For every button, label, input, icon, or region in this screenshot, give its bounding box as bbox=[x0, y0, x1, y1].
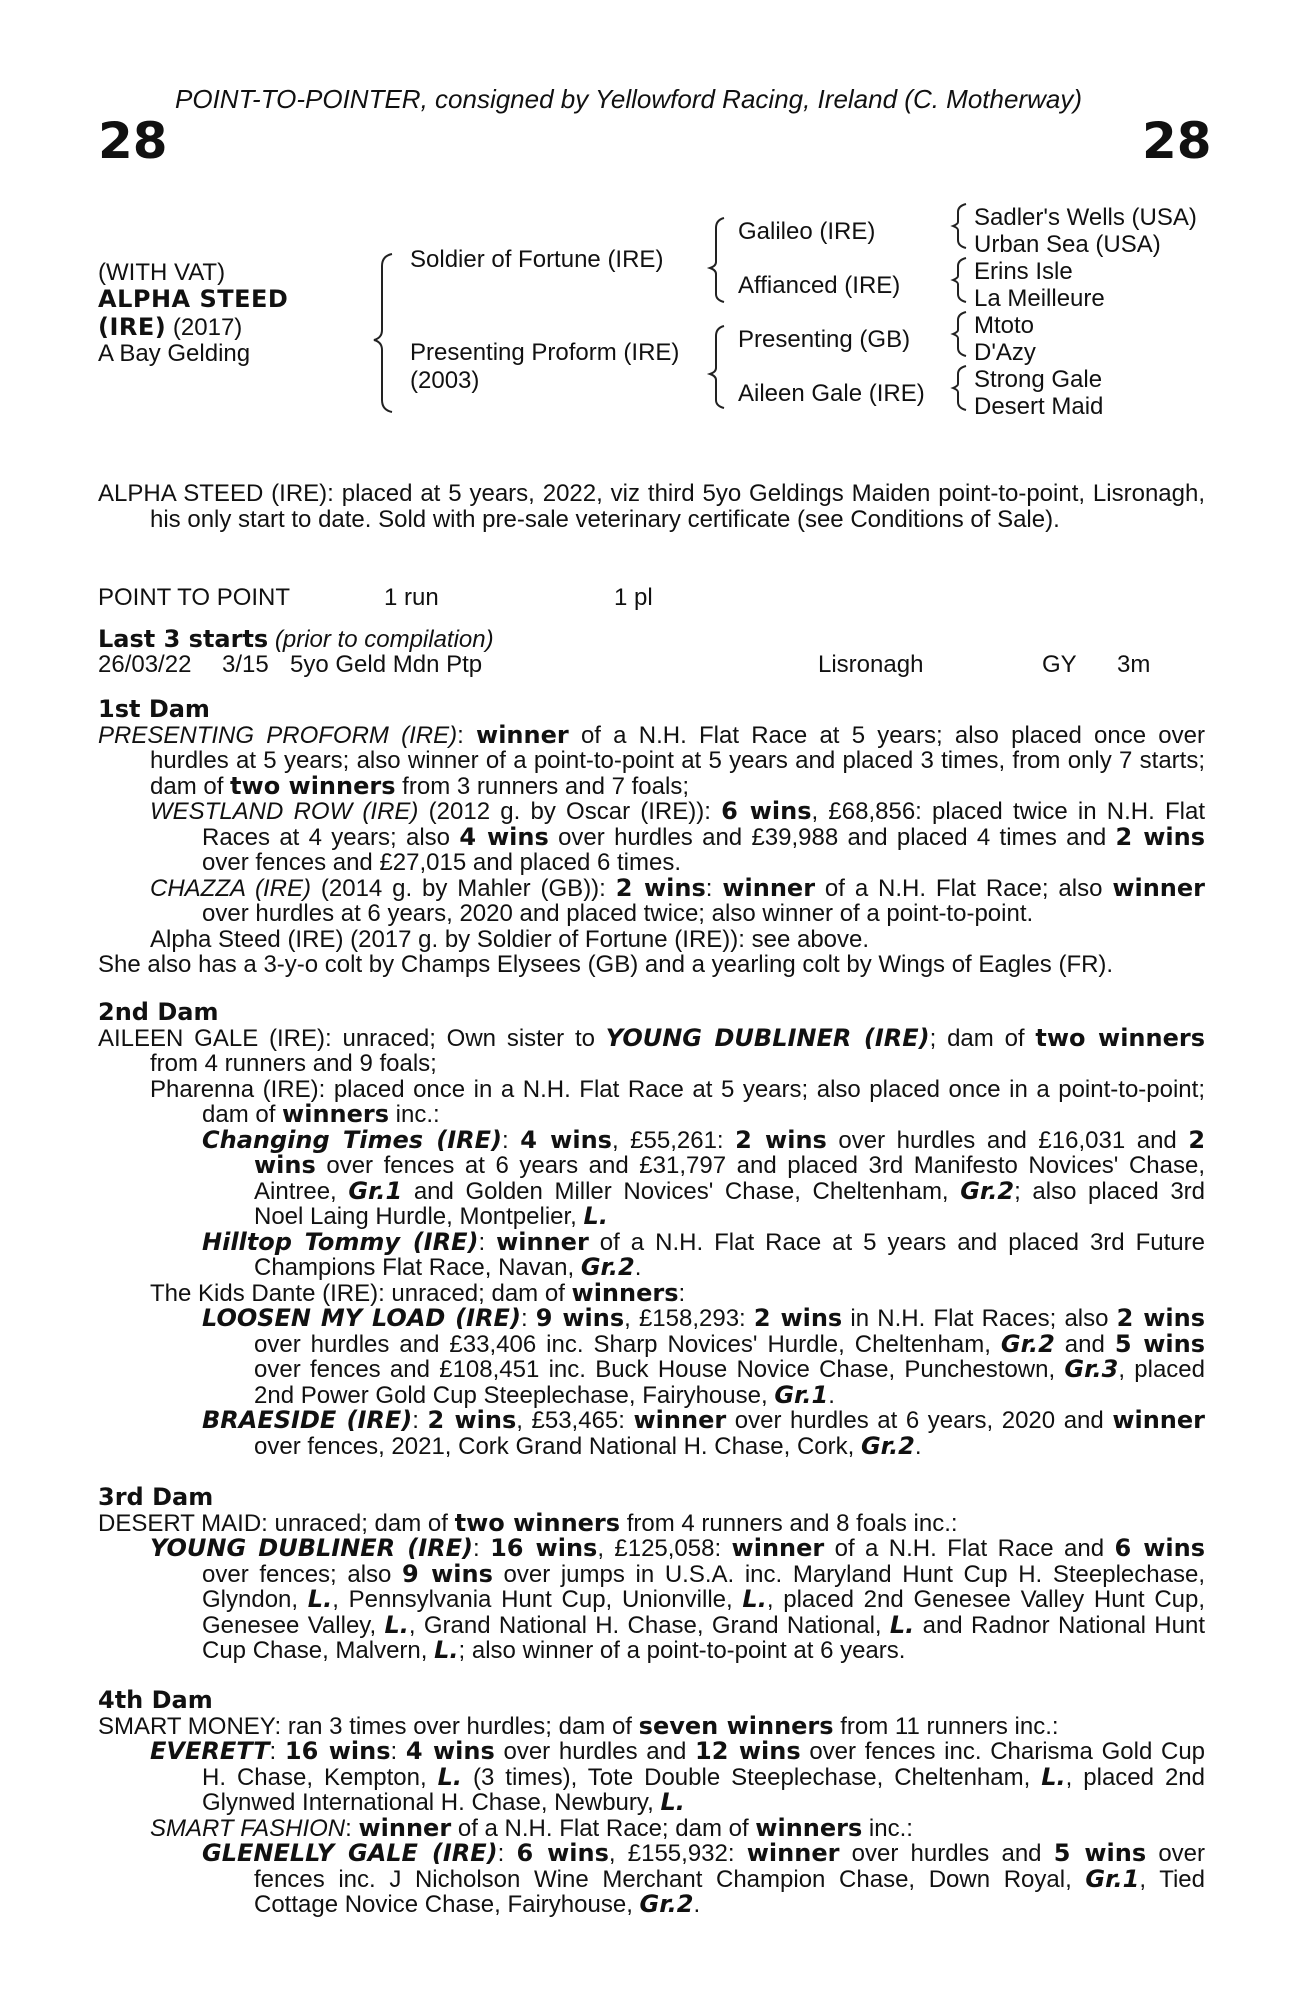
produce-westland-row: WESTLAND ROW (IRE) (2012 g. by Oscar (IRE)): 6 wins, £68,856: placed twice in N.H. Flat Races at 4 years; also 4 wins over hurdles and £39,988 and placed 4 times and 2 wins over fences and £27,015 and placed 6 times. bbox=[150, 797, 1206, 876]
lot-number-left: 28 bbox=[98, 112, 168, 170]
last-start-position: 3/15 bbox=[222, 651, 269, 678]
horse-description: A Bay Gelding bbox=[98, 340, 251, 367]
first-dam-section bbox=[98, 697, 1205, 978]
produce-hilltop-tommy: Hilltop Tommy (IRE): winner of a N.H. Flat Race at 5 years and placed 3rd Future Champions Flat Race, Navan, Gr.2. bbox=[202, 1227, 1205, 1281]
last-start-date: 26/03/22 bbox=[98, 651, 192, 678]
fourth-dam-text: SMART MONEY: ran 3 times over hurdles; dam of seven winners from 11 runners inc.: bbox=[98, 1711, 1059, 1740]
brace-ss bbox=[953, 204, 966, 248]
brace-dam bbox=[710, 326, 724, 408]
pedigree-dam-dam: Aileen Gale (IRE) bbox=[738, 380, 925, 407]
record-placed: 1 pl bbox=[614, 584, 653, 611]
pedigree-dsd: D'Azy bbox=[974, 339, 1036, 366]
pedigree-sire: Soldier of Fortune (IRE) bbox=[410, 246, 664, 273]
horse-origin-year: (IRE) (2017) bbox=[98, 313, 243, 341]
vat-label: (WITH VAT) bbox=[98, 259, 226, 286]
fourth-dam-heading: 4th Dam bbox=[98, 1686, 213, 1714]
last-start-distance: 3m bbox=[1117, 651, 1151, 678]
brace-sd bbox=[953, 258, 966, 302]
produce-braeside: BRAESIDE (IRE): 2 wins, £53,465: winner over hurdles at 6 years, 2020 and winner over fences, 2021, Cork Grand National H. Chase, Cork, Gr.2. bbox=[202, 1406, 1205, 1460]
produce-young-dubliner: YOUNG DUBLINER (IRE): 16 wins, £125,058: winner of a N.H. Flat Race and 6 wins over fences; also 9 wins over jumps in U.S.A. inc. Maryland Hunt Cup H. Steeplechase, Glyndon, L., Pennsylvania Hunt Cup, Unionville, L., placed 2nd Genesee Valley Hunt Cup, Genesee Valley, L., Grand National H. Chase, Grand National, L. and Radnor National Hunt Cup Chase, Malvern, L.; also winner of a point-to-point at 6 years. bbox=[150, 1534, 1206, 1664]
brace-sire bbox=[710, 218, 724, 302]
pedigree-sdd: La Meilleure bbox=[974, 285, 1105, 312]
first-dam-text: PRESENTING PROFORM (IRE): winner of a N.H. Flat Race at 5 years; also placed once over hurdles at 5 years; also winner of a point-to-point at 5 years and placed 3 times, from only 7 starts; dam of two winners from 3 runners and 7 foals; bbox=[98, 720, 1205, 800]
brace-dd bbox=[953, 366, 966, 410]
produce-alpha-steed: Alpha Steed (IRE) (2017 g. by Soldier of Fortune (IRE)): see above. bbox=[150, 925, 870, 953]
produce-changing-times: Changing Times (IRE): 4 wins, £55,261: 2 wins over hurdles and £16,031 and 2 wins over fences at 6 years and £31,797 and placed 3rd Manifesto Novices' Chase, Aintree, Gr.1 and Golden Miller Novices' Chase, Cheltenham, Gr.2; also placed 3rd Noel Laing Hurdle, Montpelier, L. bbox=[202, 1125, 1206, 1230]
record-runs: 1 run bbox=[384, 584, 439, 611]
pedigree-sds: Erins Isle bbox=[974, 258, 1073, 285]
lot-number-right: 28 bbox=[1142, 112, 1212, 170]
consignment-line: POINT-TO-POINTER, consigned by Yellowford Racing, Ireland (C. Motherway) bbox=[175, 84, 1082, 114]
first-dam-heading: 1st Dam bbox=[98, 695, 210, 723]
last-start-race: 5yo Geld Mdn Ptp bbox=[290, 651, 483, 678]
third-dam-section bbox=[98, 1485, 1205, 1664]
produce-glenelly-gale: GLENELLY GALE (IRE): 6 wins, £155,932: winner over hurdles and 5 wins over fences inc. J Nicholson Wine Merchant Champion Chase, Down Royal, Gr.1, Tied Cottage Novice Chase, Fairyhouse, Gr.2. bbox=[202, 1839, 1206, 1918]
last-start-course: Lisronagh bbox=[818, 651, 924, 678]
pedigree-sss: Sadler's Wells (USA) bbox=[974, 204, 1197, 231]
second-dam-text: AILEEN GALE (IRE): unraced; Own sister to YOUNG DUBLINER (IRE); dam of two winners from 4 runners and 9 foals; bbox=[98, 1023, 1205, 1077]
pedigree-dam-year: (2003) bbox=[410, 367, 480, 394]
produce-pharenna: Pharenna (IRE): placed once in a N.H. Flat Race at 5 years; also placed once in a point-to-point; dam of winners inc.: bbox=[150, 1075, 1205, 1128]
pedigree-dam: Presenting Proform (IRE) bbox=[410, 339, 680, 366]
second-dam-section bbox=[98, 1000, 1205, 1459]
produce-other: She also has a 3-y-o colt by Champs Elysees (GB) and a yearling colt by Wings of Eagles (FR). bbox=[98, 951, 1114, 978]
third-dam-text: DESERT MAID: unraced; dam of two winners from 4 runners and 8 foals inc.: bbox=[98, 1508, 958, 1537]
brace-main bbox=[374, 254, 392, 412]
pedigree-dds: Strong Gale bbox=[974, 366, 1103, 393]
third-dam-heading: 3rd Dam bbox=[98, 1483, 214, 1511]
second-dam-heading: 2nd Dam bbox=[98, 998, 219, 1026]
produce-loosen-my-load: LOOSEN MY LOAD (IRE): 9 wins, £158,293: 2 wins in N.H. Flat Races; also 2 wins over hurdles and £33,406 inc. Sharp Novices' Hurdle, Cheltenham, Gr.2 and 5 wins over fences and £108,451 inc. Buck House Novice Chase, Punchestown, Gr.3, placed 2nd Power Gold Cup Steeplechase, Fairyhouse, Gr.1. bbox=[202, 1304, 1205, 1409]
horse-name: ALPHA STEED bbox=[98, 285, 289, 313]
pedigree-sire-dam: Affianced (IRE) bbox=[738, 272, 901, 299]
pedigree-dss: Mtoto bbox=[974, 312, 1035, 339]
last-starts-heading: Last 3 starts (prior to compilation) bbox=[98, 625, 494, 653]
produce-chazza: CHAZZA (IRE) (2014 g. by Mahler (GB)): 2 wins: winner of a N.H. Flat Race; also winner over hurdles at 6 years, 2020 and placed twice; also winner of a point-to-point. bbox=[150, 873, 1205, 927]
produce-the-kids-dante: The Kids Dante (IRE): unraced; dam of winners: bbox=[150, 1278, 686, 1307]
fourth-dam-section bbox=[98, 1688, 1205, 1918]
pedigree-ddd: Desert Maid bbox=[974, 393, 1104, 420]
produce-everett: EVERETT: 16 wins: 4 wins over hurdles and 12 wins over fences inc. Charisma Gold Cup H. Chase, Kempton, L. (3 times), Tote Double Steeplechase, Cheltenham, L., placed 2nd Glynwed International H. Chase, Newbury, L. bbox=[150, 1737, 1206, 1816]
pedigree-dam-sire: Presenting (GB) bbox=[738, 326, 911, 353]
last-start-going: GY bbox=[1042, 651, 1077, 678]
intro-paragraph: ALPHA STEED (IRE): placed at 5 years, 2022, viz third 5yo Geldings Maiden point-to-point, Lisronagh, his only start to date. Sold with pre-sale veterinary certificate (see Conditions of Sale). bbox=[98, 480, 1205, 533]
pedigree-ssd: Urban Sea (USA) bbox=[974, 231, 1161, 258]
pedigree-sire-sire: Galileo (IRE) bbox=[738, 218, 876, 245]
record-label: POINT TO POINT bbox=[98, 584, 291, 611]
produce-smart-fashion: SMART FASHION: winner of a N.H. Flat Race; dam of winners inc.: bbox=[150, 1813, 913, 1842]
brace-ds bbox=[953, 312, 966, 356]
